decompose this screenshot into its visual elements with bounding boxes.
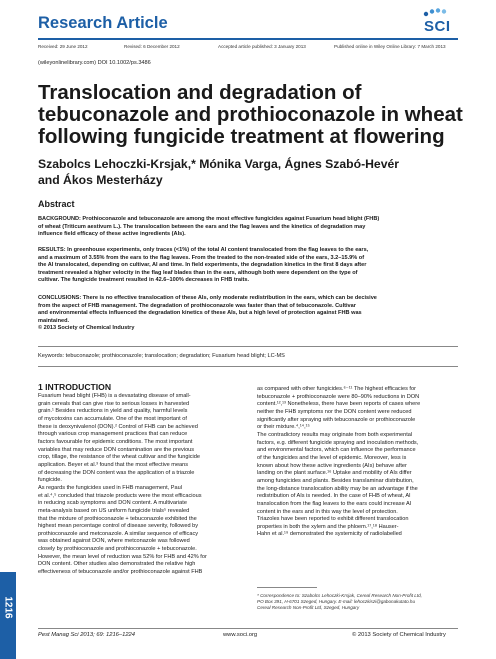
abstract-line: maintained.	[38, 317, 70, 324]
keywords: Keywords: tebuconazole; prothioconazole; translocation; degradation; Fusarium head blight; LC-MS	[38, 353, 285, 359]
body-line: As regards the fungicides used in FHB management, Paul	[38, 484, 182, 491]
article-dates	[38, 44, 458, 53]
footnote-line: * Correspondence to: Szabolcs Lehoczki-Krsjak, Cereal Research Non-Profit Ltd,	[257, 593, 422, 598]
body-line: effectiveness of tebuconazole and/or prothioconazole against FHB	[38, 569, 203, 576]
article-title	[38, 82, 468, 148]
footer-copyright: © 2013 Society of Chemical Industry	[352, 632, 446, 638]
footnote-line: PO Box 391, H-6701 Szeged, Hungary. E-mail: lehoczkiszi@gabonakutato.hu	[257, 599, 416, 604]
body-line: was obtained against DON, where metconazole was followed	[38, 538, 190, 545]
abstract-line: of wheat (Triticum aestivum L.). The translocation between the ears and the flag leaves and the kinetics of degradation may	[38, 223, 366, 230]
doi-line[interactable]: (wileyonlinelibrary.com) DOI 10.1002/ps.3486	[38, 60, 151, 66]
body-line: content in the ears and in this way the level of protection.	[257, 508, 398, 515]
abstract-background	[38, 216, 458, 239]
body-line: DON content. Other studies also demonstrated the relative high	[38, 561, 196, 568]
abstract-line: treatment revealed a higher velocity in the flag leaf blades than in the ears, although both were dependent on the type of	[38, 269, 358, 276]
page-number-tab	[0, 572, 16, 659]
body-line: of the fungicides and the level of epidemic. Moreover, less is	[257, 454, 407, 461]
sci-logo	[420, 8, 456, 36]
body-line: highest mean percentage control of disease severity, followed by	[38, 523, 199, 530]
body-line: factors, e.g. different fungicide spraying and inoculation methods,	[257, 439, 419, 446]
abstract-line: from the aspect of FHB management. The degradation of prothioconazole was faster than that of tebuconazole. Cultivar	[38, 302, 356, 309]
body-line: that the mixture of prothioconazole + tebuconazole exhibited the	[38, 515, 197, 522]
abstract-line: influence field efficacy of these active ingredients (AIs).	[38, 231, 186, 238]
title-line: tebuconazole and prothioconazole in wheat	[38, 103, 463, 126]
body-line: factors favourable for epidemic conditions. The most important	[38, 438, 193, 445]
author-list	[38, 157, 468, 188]
body-line: Fusarium head blight (FHB) is a devastating disease of small-	[38, 393, 191, 399]
abstract-heading: Abstract	[38, 199, 75, 209]
body-line: redistribution of AIs is needed. In the case of FHB of wheat, AI	[257, 493, 411, 500]
body-line: and environmental factors, which can influence the performance	[257, 447, 416, 454]
footer-rule	[38, 628, 458, 629]
footnote-line: Cereal Research Non-Profit Ltd, Szeged, Hungary	[257, 605, 360, 610]
body-line: these is deoxynivalenol (DON).² Control of FHB can be achieved	[38, 423, 198, 430]
journal-website[interactable]: www.soci.org	[223, 632, 258, 638]
body-line: et al.⁴,⁵ concluded that triazole products were the most efficacious	[38, 492, 202, 499]
body-line: variables that may reduce DON contamination are the previous	[38, 446, 195, 453]
body-line: crop, tillage, the resistance of the wheat cultivar and the fungicide	[38, 454, 201, 461]
body-line: properties in both the xylem and the phloem.¹⁷,¹⁸ Hauser-	[257, 523, 399, 530]
copyright-line: © 2013 Society of Chemical Industry	[38, 325, 135, 332]
body-line: in reducing scab symptoms and DON content. A multivariate	[38, 500, 187, 507]
body-line: of mycotoxins can accumulate. One of the most important of	[38, 415, 187, 422]
journal-citation: Pest Manag Sci 2013; 69: 1216–1224	[38, 632, 136, 638]
body-line: or their mixture.⁴,¹⁴,¹⁵	[257, 424, 310, 431]
body-line: application. Beyer et al.³ found that the most effective means	[38, 461, 189, 468]
body-line: landing on the plant surface.¹⁶ Uptake and mobility of AIs differ	[257, 470, 412, 477]
abstract-line: and environmental effects influenced the degradation kinetics of these AIs, but a high level of protection against FHB was	[38, 310, 362, 317]
body-line: known about how these active ingredients (AIs) behave after	[257, 462, 407, 469]
author-line: Szabolcs Lehoczki-Krsjak,* Mónika Varga, Ágnes Szabó-Hevér	[38, 157, 400, 171]
section-heading: 1 INTRODUCTION	[38, 382, 112, 392]
abstract-rule	[38, 346, 458, 347]
abstract-results	[38, 247, 458, 285]
published-date: Published online in Wiley Online Library: 7 March 2013	[334, 44, 446, 49]
body-line: among fungicides and plants. Besides translaminar distribution,	[257, 477, 414, 484]
body-line: through various crop management practices that can reduce	[38, 431, 188, 438]
abstract-line: and a maximum of 3.55% from the ears to the flag leaves. From the treated to the non-treated side of the ears, 3.2–15.9% of	[38, 254, 365, 261]
section-label: Research Article	[38, 14, 168, 32]
author-line: and Ákos Mesterházy	[38, 172, 163, 187]
body-line: tebuconazole + prothioconazole were 80–90% reductions in DON	[257, 393, 420, 400]
logo-text: SCI	[424, 18, 451, 35]
footnote-rule	[257, 587, 317, 588]
keywords-rule	[38, 366, 458, 367]
received-date: Received: 29 June 2012	[38, 44, 88, 49]
revised-date: Revised: 6 December 2012	[124, 44, 180, 49]
body-line: Hahn et al.¹⁹ demonstrated the systemicity of radiolabelled	[257, 531, 402, 538]
abstract-line: the AI translocated, depending on cultivar, AI and time. In field experiments, the degradation kinetics in the first 8 days after	[38, 262, 367, 269]
column-right	[257, 386, 470, 539]
page-number: 1216	[2, 596, 14, 619]
body-line: content.¹²,¹³ Nonetheless, there have been reports of cases where	[257, 401, 421, 408]
body-line: as compared with other fungicides.⁶⁻¹¹ The highest efficacies for	[257, 386, 416, 392]
body-line: the long-distance translocation ability may be an advantage if the	[257, 485, 418, 492]
body-line: fungicide.	[38, 477, 62, 484]
accepted-date: Accepted article published: 3 January 2013	[218, 44, 306, 49]
body-line: meta-analysis based on US uniform fungicide trials⁵ revealed	[38, 507, 190, 514]
body-line: closely by prothioconazole and prothioconazole + tebuconazole.	[38, 546, 197, 553]
body-line: translocation from the flag leaves to the ears could increase AI	[257, 500, 412, 507]
abstract-line: CONCLUSIONS: There is no effective translocation of these AIs, only moderate redistribution in the ears, which can be decisive	[38, 295, 377, 301]
title-line: following fungicide treatment at flowering	[38, 125, 445, 148]
body-line: neither the FHB symptoms nor the DON content were reduced	[257, 408, 412, 415]
abstract-line: RESULTS: In greenhouse experiments, only traces (<1%) of the total AI content translocated from the flag leaves to the ears,	[38, 247, 369, 253]
body-line: grain.¹ Besides reductions in yield and quality, harmful levels	[38, 408, 188, 415]
body-line: Triazoles have been reported to exhibit different translocation	[257, 516, 409, 523]
body-line: grain cereals that can give rise to serious losses in harvested	[38, 400, 190, 407]
body-line: significantly after spraying with tebuconazole or prothioconazole	[257, 416, 416, 423]
header-rule	[38, 38, 458, 40]
footnotes	[257, 593, 470, 611]
column-left	[38, 393, 251, 577]
body-line: The contradictory results may originate from both experimental	[257, 431, 413, 438]
abstract-line: cultivar. The fungicide treatment resulted in 42.6–100% decreases in FHB traits.	[38, 277, 250, 284]
body-line: However, the mean level of reduction was 52% for FHB and 42% for	[38, 553, 207, 560]
title-line: Translocation and degradation of	[38, 81, 362, 104]
body-line: of decreasing the DON content was the application of a triazole	[38, 469, 195, 476]
abstract-conclusions	[38, 295, 458, 333]
abstract-line: BACKGROUND: Prothioconazole and tebuconazole are among the most effective fungicides against Fusarium head blight (FHB)	[38, 216, 380, 222]
body-line: prothioconazole and metconazole. A similar sequence of efficacy	[38, 530, 199, 537]
